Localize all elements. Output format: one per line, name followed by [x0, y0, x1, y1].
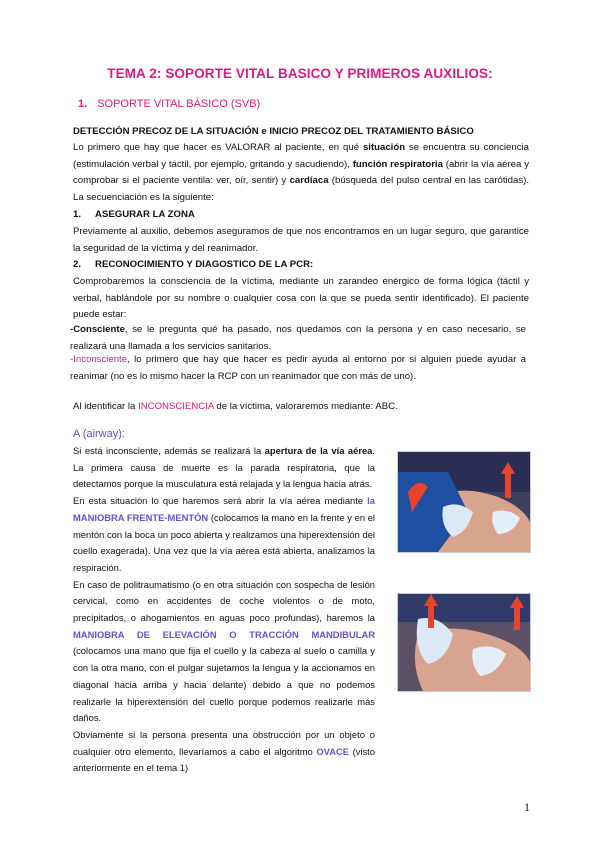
intro-heading: DETECCIÓN PRECOZ DE LA SITUACIÓN e INICIO PRECOZ DEL TRATAMIENTO BÁSICO — [73, 126, 474, 137]
section-heading — [78, 98, 260, 110]
step2-heading: 2. RECONOCIMIENTO Y DIAGOSTICO DE LA PCR: — [73, 259, 314, 270]
head-tilt-chin-lift-photo — [397, 451, 531, 553]
airway-heading: A (airway): — [73, 428, 125, 440]
airway-p3: En caso de politraumatismo (o en otra situación con sospecha de lesión cervical, como en accidentes de coche violentos o de moto, precipitados, o ahogamientos en aguas poco profundas), haremos la MANIOBRA DE ELEVACIÓN O TRACCIÓN MANDIBULAR (colocamos una mano que fija el cuello y la cabeza al suelo o camilla y con la otra mano, con el pulgar sujetamos la lengua y la accionamos en diagonal hacia arriba y hacia delante) debido a que no podemos realizarle la hiperextensión del cuello porque podemos realizarle más daños. — [73, 578, 375, 724]
inconsciente-paragraph: -Inconsciente, lo primero que hay que hacer es pedir ayuda al entorno por si alguien puede ayudar a reanimar (no es lo mismo hacer la RCP con un reanimador que con más de uno). — [70, 354, 526, 382]
step2-text: Comprobaremos la consciencia de la víctima, mediante un zarandeo enérgico de forma lógica (táctil y verbal, hablándole por su nombre o cualquier cosa con la que se pueda sentir identificado). El paciente puede estar: — [73, 276, 529, 320]
page-number: 1 — [524, 800, 530, 814]
section-label: SOPORTE VITAL BÁSICO (SVB) — [97, 98, 261, 110]
abc-paragraph: Al identificar la INCONSCIENCIA de la víctima, valoraremos mediante: ABC. — [73, 401, 398, 412]
airway-column — [73, 443, 375, 777]
section-number: 1. — [78, 98, 88, 110]
airway-p1: Si está inconsciente, además se realizará la apertura de la vía aérea. La primera causa de muerte es la parada respiratoria, que la detectamos porque la musculatura está relajada y la lengua hacia atrás. — [73, 445, 375, 490]
airway-p2: En esta situación lo que haremos será abrir la vía aérea mediante la MANIOBRA FRENTE-MENTÓN (colocamos la mano en la frente y en el mentón con la boca un poco abierta y realizamos una hiperextensión del cuello exagerada). Una vez que la vía aérea está abierta, analizamos la respiración. — [73, 495, 376, 573]
airway-p4: Obviamente si la persona presenta una obstrucción por un objeto o cualquier otro elemento, llevaríamos a cabo el algoritmo OVACE (visto anteriormente en el tema 1) — [73, 728, 375, 774]
jaw-thrust-photo — [397, 593, 531, 692]
page-title: TEMA 2: SOPORTE VITAL BASICO Y PRIMEROS AUXILIOS: — [107, 66, 493, 81]
consciente-paragraph: -Consciente, se le pregunta qué ha pasado, nos quedamos con la persona y en caso necesario, se realizará una llamada a los servicios sanitarios. — [70, 324, 526, 352]
step1-text: Previamente al auxilio, debemos aseguramos de que nos encontramos en un lugar seguro, que garantice la seguridad de la víctima y del reanimador. — [73, 226, 529, 254]
step1-heading: 1. ASEGURAR LA ZONA — [73, 209, 195, 220]
intro-paragraph: Lo primero que hay que hacer es VALORAR al paciente, en qué situación se encuentra su conciencia (estimulación verbal y táctil, por ejemplo, gritando y sacudiendo), función respiratoria (abrir la vía aérea y comprobar si el paciente ventila: ver, oír, sentir) y cardíaca (búsqueda del pulso central en las carótidas). La secuenciación es la siguiente: — [73, 142, 530, 203]
